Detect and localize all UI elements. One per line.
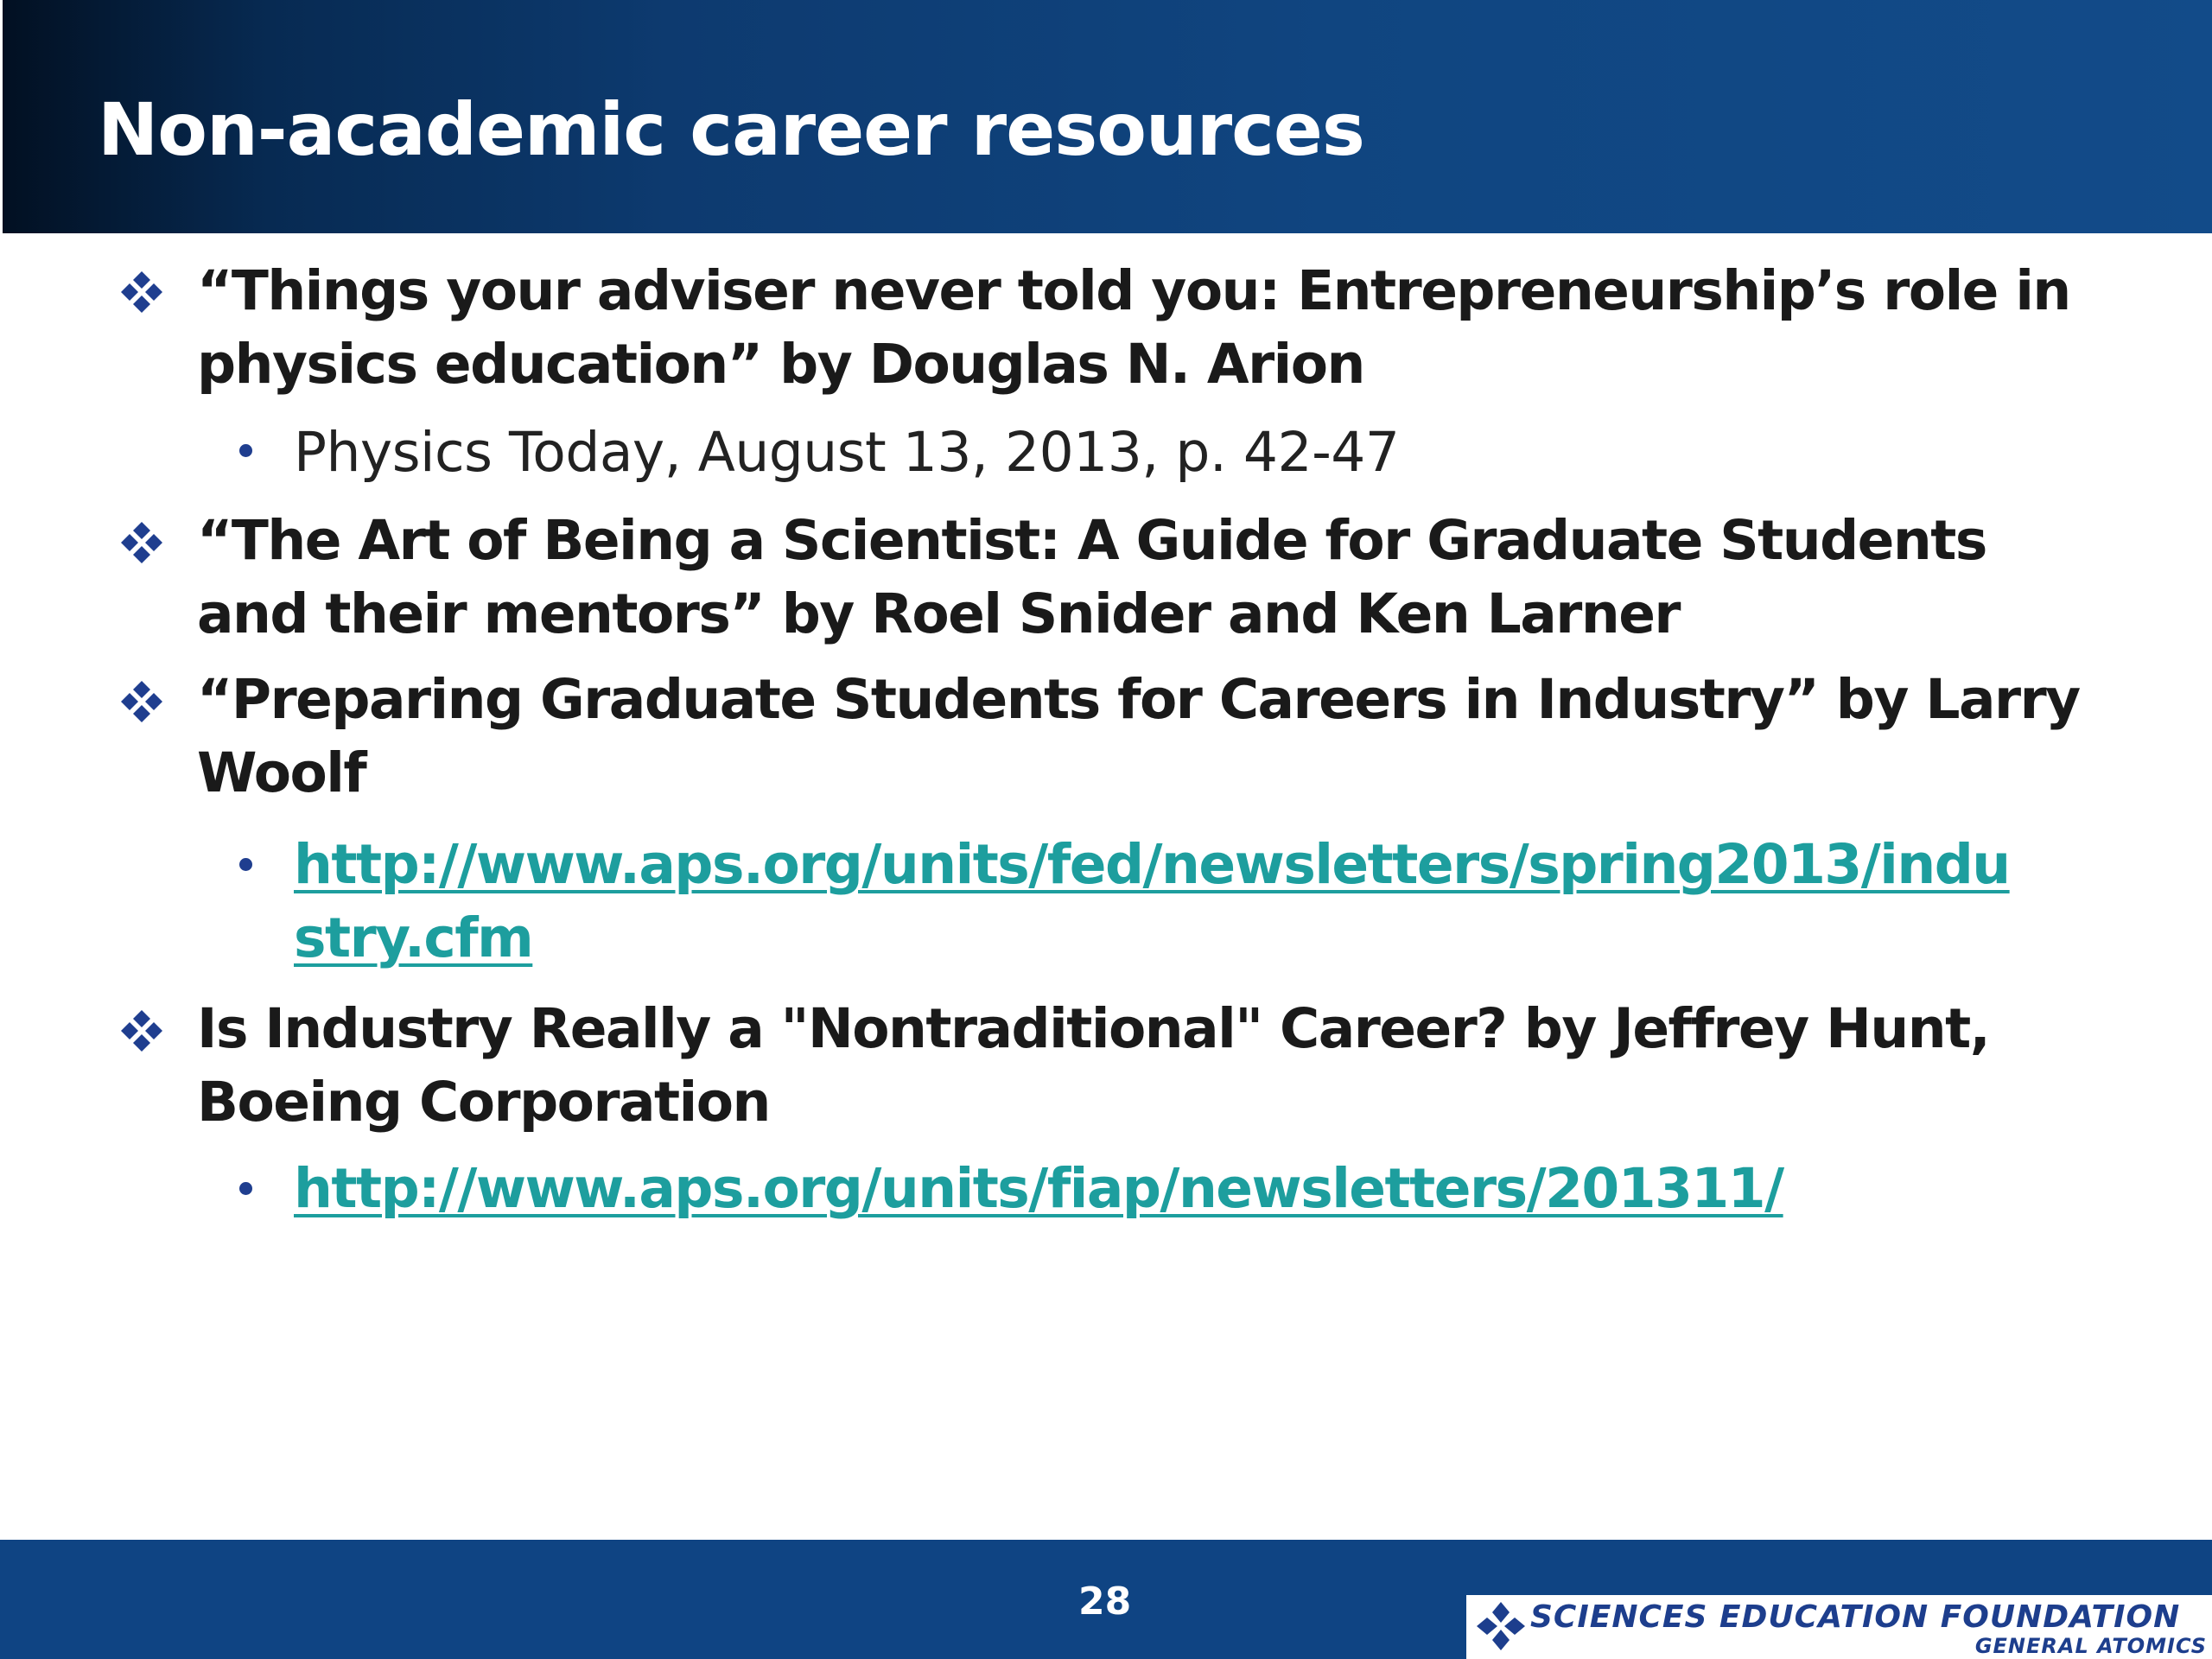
resource-3-line-2: Woolf: [197, 741, 366, 804]
page-number: 28: [1078, 1580, 1132, 1624]
logo-subtext: GENERAL ATOMICS: [1974, 1634, 2207, 1658]
logo-diamond-icon: [1473, 1599, 1529, 1654]
resource-2-line-2: and their mentors” by Roel Snider and Ken Larner: [197, 582, 1680, 645]
resource-4-line-2: Boeing Corporation: [197, 1071, 770, 1134]
bullet-diamond-icon: [118, 518, 166, 567]
slide-title: Non-academic career resources: [98, 87, 1364, 172]
sciences-education-foundation-logo: [1466, 1595, 2212, 1659]
resource-2-line-1: “The Art of Being a Scientist: A Guide for Graduate Students: [197, 509, 1986, 572]
logo-text: SCIENCES EDUCATION FOUNDATION: [1530, 1599, 2181, 1635]
bullet-diamond-icon: [118, 268, 166, 316]
resource-3-line-1: “Preparing Graduate Students for Careers in Industry” by Larry: [197, 668, 2080, 731]
bullet-diamond-icon: [118, 677, 166, 726]
sub-bullet-dot-icon: [239, 858, 252, 871]
resource-1-line-2: physics education” by Douglas N. Arion: [197, 333, 1364, 396]
industry-article-link[interactable]: http://www.aps.org/units/fed/newsletters/spring2013/indu: [294, 833, 2010, 896]
resource-1-line-1: “Things your adviser never told you: Entrepreneurship’s role in: [197, 259, 2070, 322]
sub-bullet-dot-icon: [239, 1182, 252, 1195]
sub-bullet-dot-icon: [239, 444, 252, 457]
fiap-newsletter-link[interactable]: http://www.aps.org/units/fiap/newsletters/201311/: [294, 1157, 1783, 1220]
resource-4-line-1: Is Industry Really a "Nontraditional" Career? by Jeffrey Hunt,: [197, 997, 1990, 1060]
resource-1-citation: Physics Today, August 13, 2013, p. 42-47: [294, 421, 1400, 484]
industry-article-link-continued[interactable]: stry.cfm: [294, 906, 533, 969]
bullet-diamond-icon: [118, 1007, 166, 1055]
